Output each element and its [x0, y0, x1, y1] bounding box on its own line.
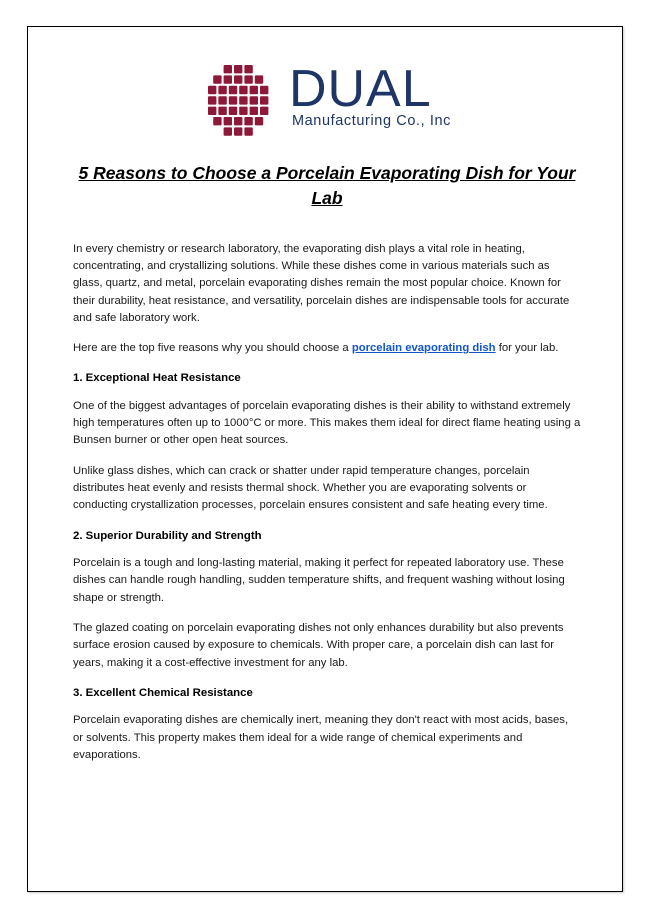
- document-page: [27, 26, 623, 892]
- lead-in-paragraph: [73, 340, 581, 357]
- document-body: [73, 241, 581, 765]
- chemical-resistance-paragraph-1: Porcelain evaporating dishes are chemically inert, meaning they don't react with most acids, bases, or solvents. This property makes them ideal for a wide range of chemical experiments and evaporations.: [73, 714, 569, 761]
- heat-resistance-paragraph-2: Unlike glass dishes, which can crack or shatter under rapid temperature changes, porcelain distributes heat evenly and resists thermal shock. Whether you are evaporating solvents or conducting crystallization processes, porcelain ensures consistent and safe heating every time.: [73, 464, 548, 512]
- lead-in-text-after: for your lab.: [495, 342, 559, 355]
- porcelain-evaporating-dish-link[interactable]: porcelain evaporating dish: [351, 342, 496, 355]
- document-content: [73, 53, 581, 777]
- logo-tagline-text: Manufacturing Co., Inc: [291, 113, 452, 130]
- dual-dot-matrix-logo-icon: [203, 62, 281, 136]
- logo-wordmark-text: DUAL: [288, 59, 432, 118]
- heading-excellent-chemical-resistance: 3. Excellent Chemical Resistance: [73, 686, 253, 699]
- lead-in-text-before: Here are the top five reasons why you should choose a: [73, 342, 352, 355]
- company-logo: [73, 53, 581, 145]
- durability-paragraph-2: The glazed coating on porcelain evaporating dishes not only enhances durability but also prevents surface erosion caused by exposure to chemicals. With proper care, a porcelain dish can last for years, making it a cost-effective investment for any lab.: [73, 621, 564, 669]
- page-title: 5 Reasons to Choose a Porcelain Evaporating Dish for Your Lab: [78, 163, 576, 208]
- heat-resistance-paragraph-1: One of the biggest advantages of porcelain evaporating dishes is their ability to withstand extremely high temperatures often up to 1000°C or more. This makes them ideal for direct flame heating using a Bunsen burner or other open heat sources.: [73, 399, 581, 447]
- intro-paragraph: In every chemistry or research laboratory, the evaporating dish plays a vital role in heating, concentrating, and crystallizing solutions. While these dishes come in various materials such as glass, quartz, and metal, porcelain evaporating dishes remain the most popular choice. Known for their durability, heat resistance, and versatility, porcelain dishes are indispensable tools for accurate and safe laboratory work.: [73, 242, 570, 324]
- heading-exceptional-heat-resistance: 1. Exceptional Heat Resistance: [73, 372, 241, 385]
- logo-wordmark: [288, 59, 452, 133]
- heading-superior-durability-and-strength: 2. Superior Durability and Strength: [73, 529, 262, 542]
- durability-paragraph-1: Porcelain is a tough and long-lasting material, making it perfect for repeated laboratory use. These dishes can handle rough handling, sudden temperature shifts, and frequent washing without losing shape or strength.: [73, 557, 565, 604]
